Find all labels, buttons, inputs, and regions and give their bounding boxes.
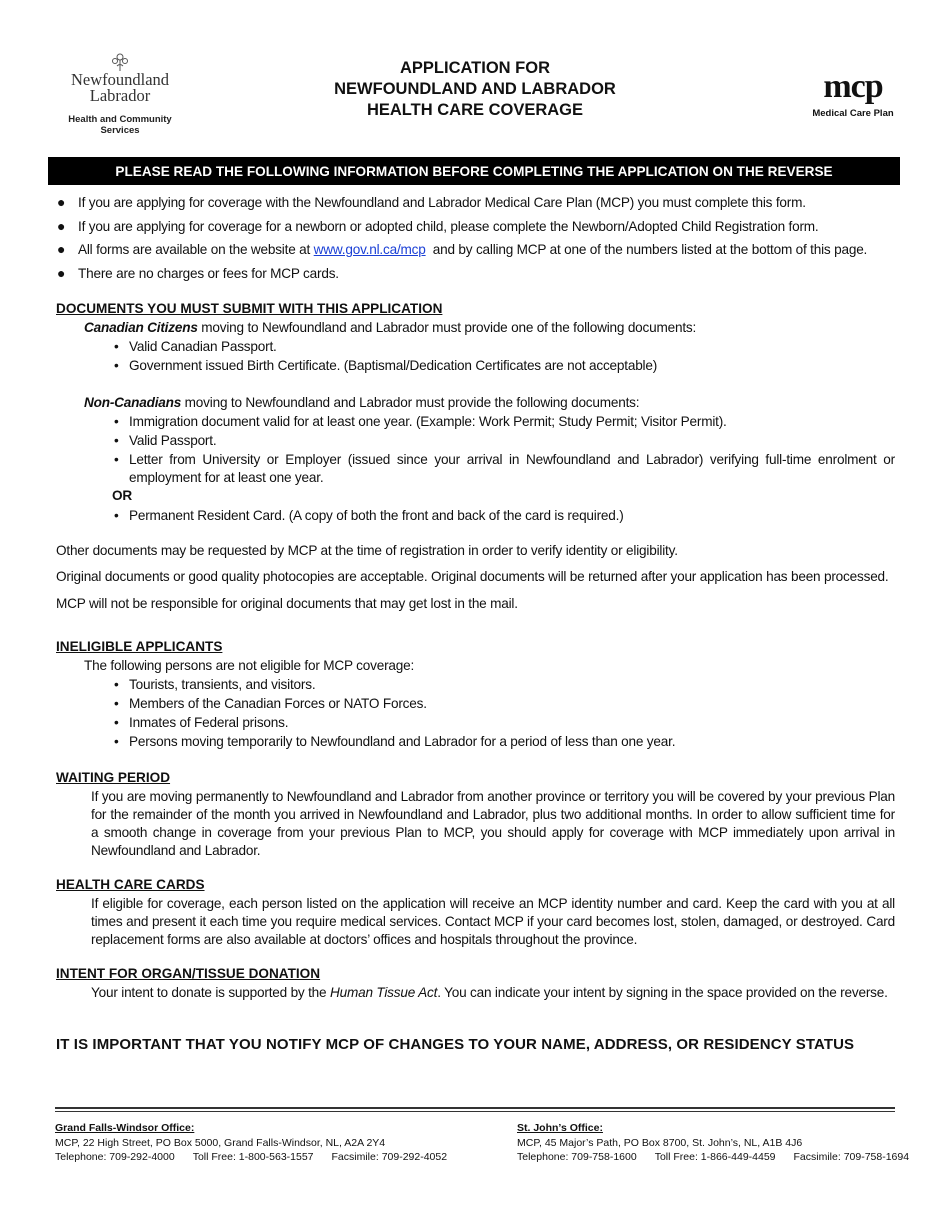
office-phones [517,1150,909,1165]
health-care-cards-text: If eligible for coverage, each person listed on the application will receive an MCP identity number and card. Keep the card with you at all times and present it each time you require medical services. Contact MCP if your card becomes lost, stolen, damaged, or destroyed. Card replacement forms are also available at doctors’ offices and hospitals throughout the province. [91,896,895,947]
permanent-resident-list [114,507,894,526]
office-title: Grand Falls-Windsor Office: [55,1122,195,1134]
logo-name-line2: Labrador [89,86,151,105]
office-title: St. John’s Office: [517,1122,603,1134]
list-item [114,733,894,751]
organ-section-title: INTENT FOR ORGAN/TISSUE DONATION [56,966,321,981]
bullet-icon: • [114,677,119,692]
office-address: MCP, 22 High Street, PO Box 5000, Grand Falls-Windsor, NL, A2A 2Y4 [55,1136,386,1149]
citizens-document-list [114,338,894,376]
bullet-icon: • [114,414,119,429]
citizens-lead: Canadian Citizens [84,320,198,335]
bullet-icon: ● [57,264,66,281]
bullet-icon: • [114,433,119,448]
st-johns-office [517,1121,909,1165]
list-item-text: Valid Canadian Passport. [129,339,277,354]
list-item-text: Persons moving temporarily to Newfoundland and Labrador for a period of less than one year. [129,734,676,749]
bullet-icon: ● [57,194,66,210]
list-item [114,507,894,525]
list-item [114,714,894,732]
title-line-2: NEWFOUNDLAND AND LABRADOR [334,80,616,98]
ineligible-section-title: INELIGIBLE APPLICANTS [56,639,223,654]
bullet-icon: ● [57,241,66,257]
nl-government-logo [50,52,190,136]
documents-section-title: DOCUMENTS YOU MUST SUBMIT WITH THIS APPLICATION [56,301,443,316]
important-notice: IT IS IMPORTANT THAT YOU NOTIFY MCP OF CHANGES TO YOUR NAME, ADDRESS, OR RESIDENCY STATUS [56,1036,855,1053]
list-item [114,451,895,487]
mcp-subtitle: Medical Care Plan [812,108,894,119]
office-fax: Facsimile: 709-758-1694 [793,1151,910,1163]
list-item-text: Government issued Birth Certificate. (Baptismal/Dedication Certificates are not acceptable) [129,358,658,373]
intro-bullet-text: If you are applying for coverage with the Newfoundland and Labrador Medical Care Plan (MCP) you must complete this form. [78,195,806,210]
human-tissue-act: Human Tissue Act [329,985,438,1000]
title-line-1: APPLICATION FOR [399,59,551,77]
department-name: Health and Community Services [68,114,172,136]
bullet-icon: • [114,715,119,730]
list-item [114,357,894,375]
list-item-text: Valid Passport. [129,433,217,448]
citizens-text: moving to Newfoundland and Labrador must provide one of the following documents: [197,320,697,335]
intro-bullet-list [56,194,906,288]
list-item-text: Members of the Canadian Forces or NATO Forces. [129,696,427,711]
intro-bullet-text: and by calling MCP at one of the numbers listed at the bottom of this page. [425,242,868,257]
organ-donation-text [91,984,888,1002]
list-item-text: Permanent Resident Card. (A copy of both the front and back of the card is required.) [129,508,624,523]
office-telephone: Telephone: 709-758-1600 [517,1151,637,1163]
bullet-icon: • [114,508,119,523]
office-fax: Facsimile: 709-292-4052 [331,1151,448,1163]
documents-note-1: Other documents may be requested by MCP at the time of registration in order to verify identity or eligibility. [56,543,678,558]
list-item [56,218,906,242]
list-item [114,676,894,694]
bullet-icon: • [114,339,119,354]
bullet-icon: • [114,452,119,467]
grand-falls-office [55,1121,447,1165]
list-item [114,432,895,450]
instructions-banner: PLEASE READ THE FOLLOWING INFORMATION BEFORE COMPLETING THE APPLICATION ON THE REVERSE [48,157,900,185]
intro-bullet-text: There are no charges or fees for MCP cards. [78,265,339,281]
bullet-icon: • [114,696,119,711]
documents-note-3: MCP will not be responsible for original documents that may get lost in the mail. [56,596,518,611]
organ-text-post: . You can indicate your intent by signing in the space provided on the reverse. [437,985,888,1000]
non-canadians-document-list [114,413,895,488]
mcp-wordmark: mcp [823,68,883,105]
page-title [300,58,650,121]
list-item [56,265,906,289]
title-line-3: HEALTH CARE COVERAGE [366,101,584,119]
office-address: MCP, 45 Major’s Path, PO Box 8700, St. John’s, NL, A1B 4J6 [517,1136,803,1149]
cards-section-title: HEALTH CARE CARDS [56,877,205,892]
ineligible-list [114,676,894,752]
list-item [114,695,894,713]
list-item-text: Letter from University or Employer (issued since your arrival in Newfoundland and Labrador) verifying full-time enrolment or employment for at least one year. [129,452,895,485]
bullet-icon: ● [57,217,66,234]
documents-note-2: Original documents or good quality photocopies are acceptable. Original documents will be returned after your application has been processed. [56,569,889,584]
footer-divider [55,1107,895,1109]
logo-name-line1: Newfoundland [70,70,170,89]
office-phones [55,1150,447,1165]
ineligible-intro: The following persons are not eligible for MCP coverage: [84,658,415,673]
non-canadians-intro [84,394,639,412]
waiting-period-text: If you are moving permanently to Newfoundland and Labrador from another province or territory you will be covered by your previous Plan for the remainder of the month you arrived in Newfoundland and Labrador, plus two additional months. In order to allow sufficient time for a smooth change in coverage from your previous Plan to MCP, you should apply for coverage with MCP immediately upon arrival in Newfoundland and Labrador. [91,789,895,858]
list-item [56,194,906,218]
office-telephone: Telephone: 709-292-4000 [55,1151,175,1163]
list-item-text: Immigration document valid for at least one year. (Example: Work Permit; Study Permit; Visitor Permit). [129,414,727,429]
non-canadians-lead: Non-Canadians [84,395,182,410]
list-item-text: Tourists, transients, and visitors. [129,677,316,692]
intro-bullet-text: All forms are available on the website at [78,242,314,257]
list-item [114,338,894,356]
mcp-logo [808,70,898,119]
pitcher-plant-emblem-icon [109,52,131,72]
citizens-intro [84,319,696,337]
intro-bullet-text: If you are applying for coverage for a newborn or adopted child, please complete the Newborn/Adopted Child Registration form. [78,218,819,234]
organ-text-pre: Your intent to donate is supported by the [91,985,330,1000]
list-item [56,241,906,265]
mcp-website-link[interactable]: www.gov.nl.ca/mcp [313,242,426,257]
bullet-icon: • [114,358,119,373]
waiting-section-title: WAITING PERIOD [56,770,171,785]
office-toll-free: Toll Free: 1-800-563-1557 [192,1151,314,1163]
footer-divider [55,1111,895,1112]
office-toll-free: Toll Free: 1-866-449-4459 [654,1151,776,1163]
bullet-icon: • [114,734,119,749]
list-item-text: Inmates of Federal prisons. [129,715,289,730]
non-canadians-text: moving to Newfoundland and Labrador must provide the following documents: [181,395,640,410]
or-label: OR [112,488,132,503]
list-item [114,413,895,431]
